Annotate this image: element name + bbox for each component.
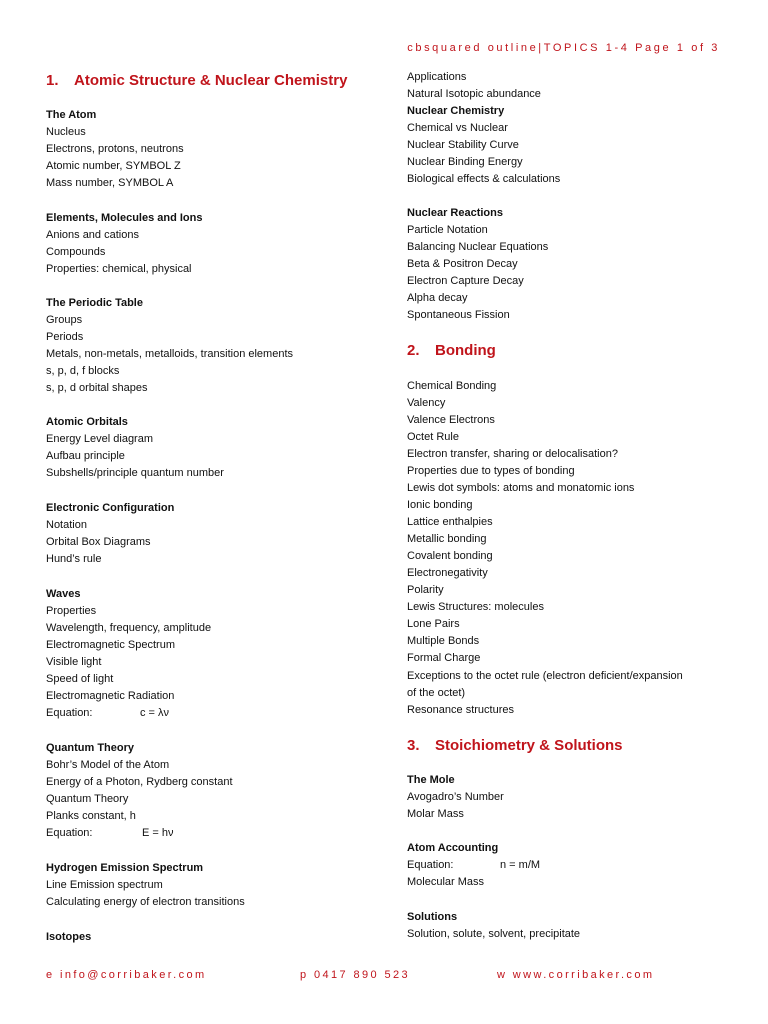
equation-line (407, 858, 540, 872)
list-item: s, p, d orbital shapes (46, 382, 148, 394)
list-item: Alpha decay (407, 292, 468, 304)
equation-value: n = m/M (500, 859, 541, 871)
list-item: Biological effects & calculations (407, 173, 561, 185)
list-item: Particle Notation (407, 224, 488, 236)
list-item: Beta & Positron Decay (407, 258, 518, 270)
list-item: Formal Charge (407, 652, 481, 664)
subheading-solutions: Solutions (407, 911, 458, 923)
list-item: Line Emission spectrum (46, 879, 163, 891)
subheading-atom-accounting: Atom Accounting (407, 842, 499, 854)
list-item: Valency (407, 397, 446, 409)
subheading-atomic-orbitals: Atomic Orbitals (46, 416, 128, 428)
list-item: Periods (46, 331, 84, 343)
section-title-text: Stoichiometry & Solutions (435, 737, 623, 754)
section-1-title (46, 72, 347, 89)
footer-email: e info@corribaker.com (46, 969, 207, 981)
list-item: Resonance structures (407, 704, 514, 716)
list-item: Anions and cations (46, 229, 139, 241)
subheading-waves: Waves (46, 588, 81, 600)
list-item: Subshells/principle quantum number (46, 467, 224, 479)
section-title-text: Atomic Structure & Nuclear Chemistry (74, 72, 348, 89)
subheading-periodic-table: The Periodic Table (46, 297, 143, 309)
list-item: Groups (46, 314, 83, 326)
list-item: Wavelength, frequency, amplitude (46, 622, 212, 634)
list-item: s, p, d, f blocks (46, 365, 120, 377)
list-item: Molar Mass (407, 808, 464, 820)
section-number: 3. (407, 737, 420, 754)
list-item: Lewis Structures: molecules (407, 601, 544, 613)
equation-label: Equation: (407, 859, 454, 871)
list-item: Properties (46, 605, 97, 617)
subheading-electronic-configuration: Electronic Configuration (46, 502, 175, 514)
equation-value: c = λν (140, 707, 170, 719)
list-item: Covalent bonding (407, 550, 493, 562)
equation-line (46, 826, 174, 840)
list-item: Electronegativity (407, 567, 488, 579)
section-2-title (407, 342, 496, 359)
list-item: Molecular Mass (407, 876, 485, 888)
list-item: Electron transfer, sharing or delocalisation? (407, 448, 618, 460)
subheading-nuclear-chemistry: Nuclear Chemistry (407, 105, 505, 117)
section-3-title (407, 737, 623, 754)
list-item: Properties: chemical, physical (46, 263, 192, 275)
list-item: Nuclear Binding Energy (407, 156, 523, 168)
subheading-the-atom: The Atom (46, 109, 97, 121)
list-item: Quantum Theory (46, 793, 129, 805)
list-item: Valence Electrons (407, 414, 495, 426)
list-item: Electromagnetic Spectrum (46, 639, 175, 651)
list-item: Octet Rule (407, 431, 459, 443)
list-item: Nuclear Stability Curve (407, 139, 519, 151)
subheading-elements: Elements, Molecules and Ions (46, 212, 203, 224)
list-item: Balancing Nuclear Equations (407, 241, 549, 253)
page-header: cbsquared outline|TOPICS 1-4 Page 1 of 3 (407, 42, 720, 54)
list-item: Energy Level diagram (46, 433, 154, 445)
list-item: Speed of light (46, 673, 114, 685)
list-item: Hund’s rule (46, 553, 102, 565)
equation-label: Equation: (46, 707, 93, 719)
list-item: Metallic bonding (407, 533, 487, 545)
list-item: Lattice enthalpies (407, 516, 493, 528)
list-item: Natural Isotopic abundance (407, 88, 541, 100)
list-item: Solution, solute, solvent, precipitate (407, 928, 581, 940)
equation-line (46, 706, 169, 720)
list-item: Aufbau principle (46, 450, 125, 462)
list-item: of the octet) (407, 687, 466, 699)
equation-value: E = hν (142, 827, 174, 839)
list-item: Electrons, protons, neutrons (46, 143, 184, 155)
subheading-the-mole: The Mole (407, 774, 455, 786)
list-item: Visible light (46, 656, 102, 668)
subheading-hydrogen-emission: Hydrogen Emission Spectrum (46, 862, 204, 874)
list-item: Bohr’s Model of the Atom (46, 759, 170, 771)
subheading-isotopes: Isotopes (46, 931, 92, 943)
list-item: Energy of a Photon, Rydberg constant (46, 776, 233, 788)
footer-website: w www.corribaker.com (497, 969, 655, 981)
equation-label: Equation: (46, 827, 93, 839)
list-item: Orbital Box Diagrams (46, 536, 151, 548)
subheading-nuclear-reactions: Nuclear Reactions (407, 207, 503, 219)
section-number: 1. (46, 72, 59, 89)
list-item: Notation (46, 519, 87, 531)
list-item: Calculating energy of electron transitions (46, 896, 245, 908)
list-item: Polarity (407, 584, 444, 596)
list-item: Metals, non-metals, metalloids, transition elements (46, 348, 293, 360)
list-item: Atomic number, SYMBOL Z (46, 160, 181, 172)
list-item: Properties due to types of bonding (407, 465, 575, 477)
subheading-quantum-theory: Quantum Theory (46, 742, 135, 754)
list-item: Nucleus (46, 126, 86, 138)
list-item: Multiple Bonds (407, 635, 480, 647)
list-item: Mass number, SYMBOL A (46, 177, 174, 189)
list-item: Compounds (46, 246, 106, 258)
list-item: Chemical vs Nuclear (407, 122, 508, 134)
list-item: Exceptions to the octet rule (electron deficient/expansion (407, 670, 683, 682)
list-item: Lewis dot symbols: atoms and monatomic ions (407, 482, 635, 494)
list-item: Chemical Bonding (407, 380, 497, 392)
list-item: Lone Pairs (407, 618, 460, 630)
list-item: Avogadro’s Number (407, 791, 504, 803)
section-title-text: Bonding (435, 342, 496, 359)
list-item: Spontaneous Fission (407, 309, 510, 321)
list-item: Applications (407, 71, 467, 83)
list-item: Planks constant, h (46, 810, 136, 822)
list-item: Ionic bonding (407, 499, 473, 511)
list-item: Electron Capture Decay (407, 275, 524, 287)
list-item: Electromagnetic Radiation (46, 690, 175, 702)
footer-phone: p 0417 890 523 (300, 969, 411, 981)
section-number: 2. (407, 342, 420, 359)
